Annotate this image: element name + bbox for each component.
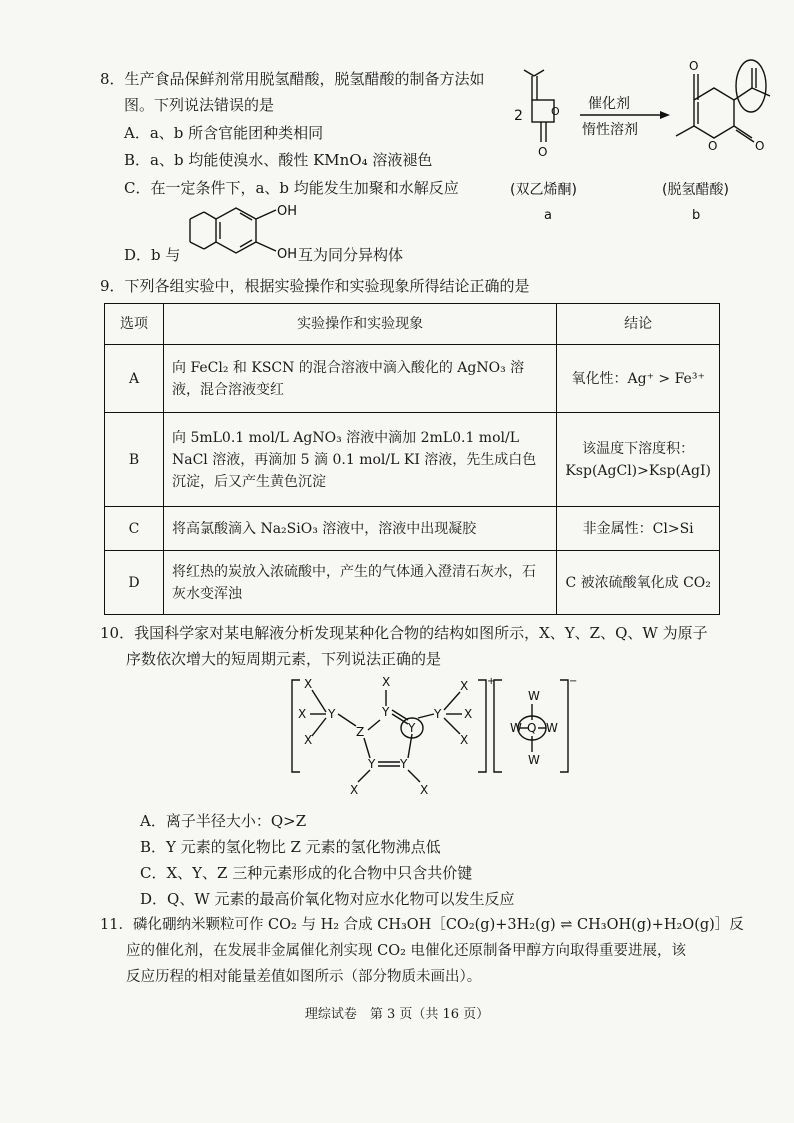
q10-stem-line2: 序数依次增大的短周期元素，下列说法正确的是	[126, 650, 442, 668]
arrow-solvent-label: 惰性溶剂	[582, 122, 638, 138]
diketene-structure	[524, 70, 554, 142]
q10-option-c: C．X、Y、Z 三种元素形成的化合物中只含共价键	[140, 864, 473, 882]
q11-line3: 反应历程的相对能量差值如图所示（部分物质未画出）。	[126, 969, 482, 985]
table-row	[105, 507, 720, 551]
table-header-row	[105, 304, 720, 345]
q11-line1: 11．磷化硼纳米颗粒可作 CO₂ 与 H₂ 合成 CH₃OH［CO₂(g)+3H₂(g) ⇌ CH₃OH(g)+H₂O(g)］反	[100, 917, 744, 933]
row-operation: 向 FeCl₂ 和 KSCN 的混合溶液中滴入酸化的 AgNO₃ 溶液，混合溶液变红	[164, 345, 557, 413]
cation-charge: +	[487, 676, 496, 687]
atom-x: X	[420, 783, 429, 797]
q8-stem-line1: 8．生产食品保鲜剂常用脱氢醋酸，脱氢醋酸的制备方法如	[100, 70, 485, 88]
q9-stem: 9．下列各组实验中，根据实验操作和实验现象所得结论正确的是	[100, 277, 530, 295]
row-conclusion: 该温度下溶度积：Ksp(AgCl)>Ksp(AgI)	[557, 413, 720, 507]
atom-x: X	[350, 783, 359, 797]
atom-x: X	[464, 707, 473, 721]
row-conclusion: C 被浓硫酸氧化成 CO₂	[557, 551, 720, 615]
row-operation: 将高氯酸滴入 Na₂SiO₃ 溶液中，溶液中出现凝胶	[164, 507, 557, 551]
arrow-catalyst-label: 催化剂	[588, 96, 630, 112]
table-row	[105, 345, 720, 413]
q10-option-d: D．Q、W 元素的最高价氧化物对应水化物可以发生反应	[140, 890, 515, 908]
row-operation: 将红热的炭放入浓硫酸中，产生的气体通入澄清石灰水，石灰水变浑浊	[164, 551, 557, 615]
table-row	[105, 551, 720, 615]
benzodioxane-diol-structure	[178, 196, 302, 266]
carbonyl-oxygen-a: O	[538, 145, 548, 159]
atom-y: Y	[400, 757, 408, 771]
row-option: A	[105, 345, 164, 413]
q11-line2: 应的催化剂，在发展非金属催化剂实现 CO₂ 电催化还原制备甲醇方向取得重要进展，该	[126, 943, 687, 959]
q10-option-b: B．Y 元素的氢化物比 Z 元素的氢化物沸点低	[140, 838, 441, 856]
label-a: a	[544, 208, 552, 223]
atom-y: Y	[368, 757, 376, 771]
label-b: b	[692, 208, 701, 223]
q10-ionic-structure	[284, 672, 584, 802]
atom-y: Y	[382, 705, 390, 719]
svg-text:O: O	[708, 139, 718, 153]
row-conclusion: 氧化性：Ag⁺ > Fe³⁺	[557, 345, 720, 413]
oh-label-top: OH	[277, 204, 298, 219]
header-operation: 实验操作和实验现象	[164, 304, 557, 345]
q8-option-a: A．a、b 所含官能团种类相同	[124, 124, 324, 142]
header-option: 选项	[105, 304, 164, 345]
name-dehydroacetic-acid: (脱氢醋酸)	[662, 182, 729, 198]
row-option: B	[105, 413, 164, 507]
atom-x: X	[298, 707, 307, 721]
row-option: D	[105, 551, 164, 615]
anion-charge: −	[569, 676, 578, 687]
atom-x: X	[304, 733, 313, 747]
atom-w: W	[546, 721, 558, 735]
atom-y: Y	[328, 707, 336, 721]
q9-table	[104, 303, 720, 615]
atom-y-circled: Y	[408, 721, 416, 735]
page-footer: 理综试卷 第 3 页（共 16 页）	[304, 1007, 490, 1022]
q8-stem-line2: 图。下列说法错误的是	[124, 96, 275, 114]
q8-option-c: C．在一定条件下，a、b 均能发生加聚和水解反应	[124, 179, 459, 197]
oh-label-bottom: OH	[277, 247, 298, 262]
atom-z: Z	[356, 725, 365, 739]
atom-x: X	[304, 677, 313, 691]
atom-x: X	[460, 679, 469, 693]
atom-w: W	[510, 721, 522, 735]
row-operation: 向 5mL0.1 mol/L AgNO₃ 溶液中滴加 2mL0.1 mol/L NaCl 溶液，再滴加 5 滴 0.1 mol/L KI 溶液，先生成白色沉淀，后又产生黄色沉淀	[164, 413, 557, 507]
atom-w: W	[528, 753, 540, 767]
row-conclusion: 非金属性：Cl>Si	[557, 507, 720, 551]
q8-option-d-suffix: 互为同分异构体	[298, 246, 404, 264]
q10-option-a: A．离子半径大小：Q>Z	[140, 812, 307, 830]
atom-x: X	[382, 675, 391, 689]
atom-w: W	[528, 689, 540, 703]
q10-stem-line1: 10．我国科学家对某电解液分析发现某种化合物的结构如图所示，X、Y、Z、Q、W 为原子	[100, 624, 708, 642]
svg-text:O: O	[689, 59, 699, 73]
atom-x: X	[460, 733, 469, 747]
header-conclusion: 结论	[557, 304, 720, 345]
atom-y: Y	[434, 707, 442, 721]
svg-text:O: O	[755, 139, 765, 153]
ring-oxygen-a: O	[551, 105, 560, 118]
row-option: C	[105, 507, 164, 551]
q8-reaction-scheme	[504, 56, 774, 231]
table-row	[105, 413, 720, 507]
atom-q: Q	[527, 721, 537, 735]
reaction-coefficient: 2	[514, 108, 523, 124]
q8-option-b: B．a、b 均能使溴水、酸性 KMnO₄ 溶液褪色	[124, 151, 433, 169]
q8-option-d-prefix: D．b 与	[124, 246, 181, 264]
name-diketene: (双乙烯酮)	[510, 182, 577, 198]
